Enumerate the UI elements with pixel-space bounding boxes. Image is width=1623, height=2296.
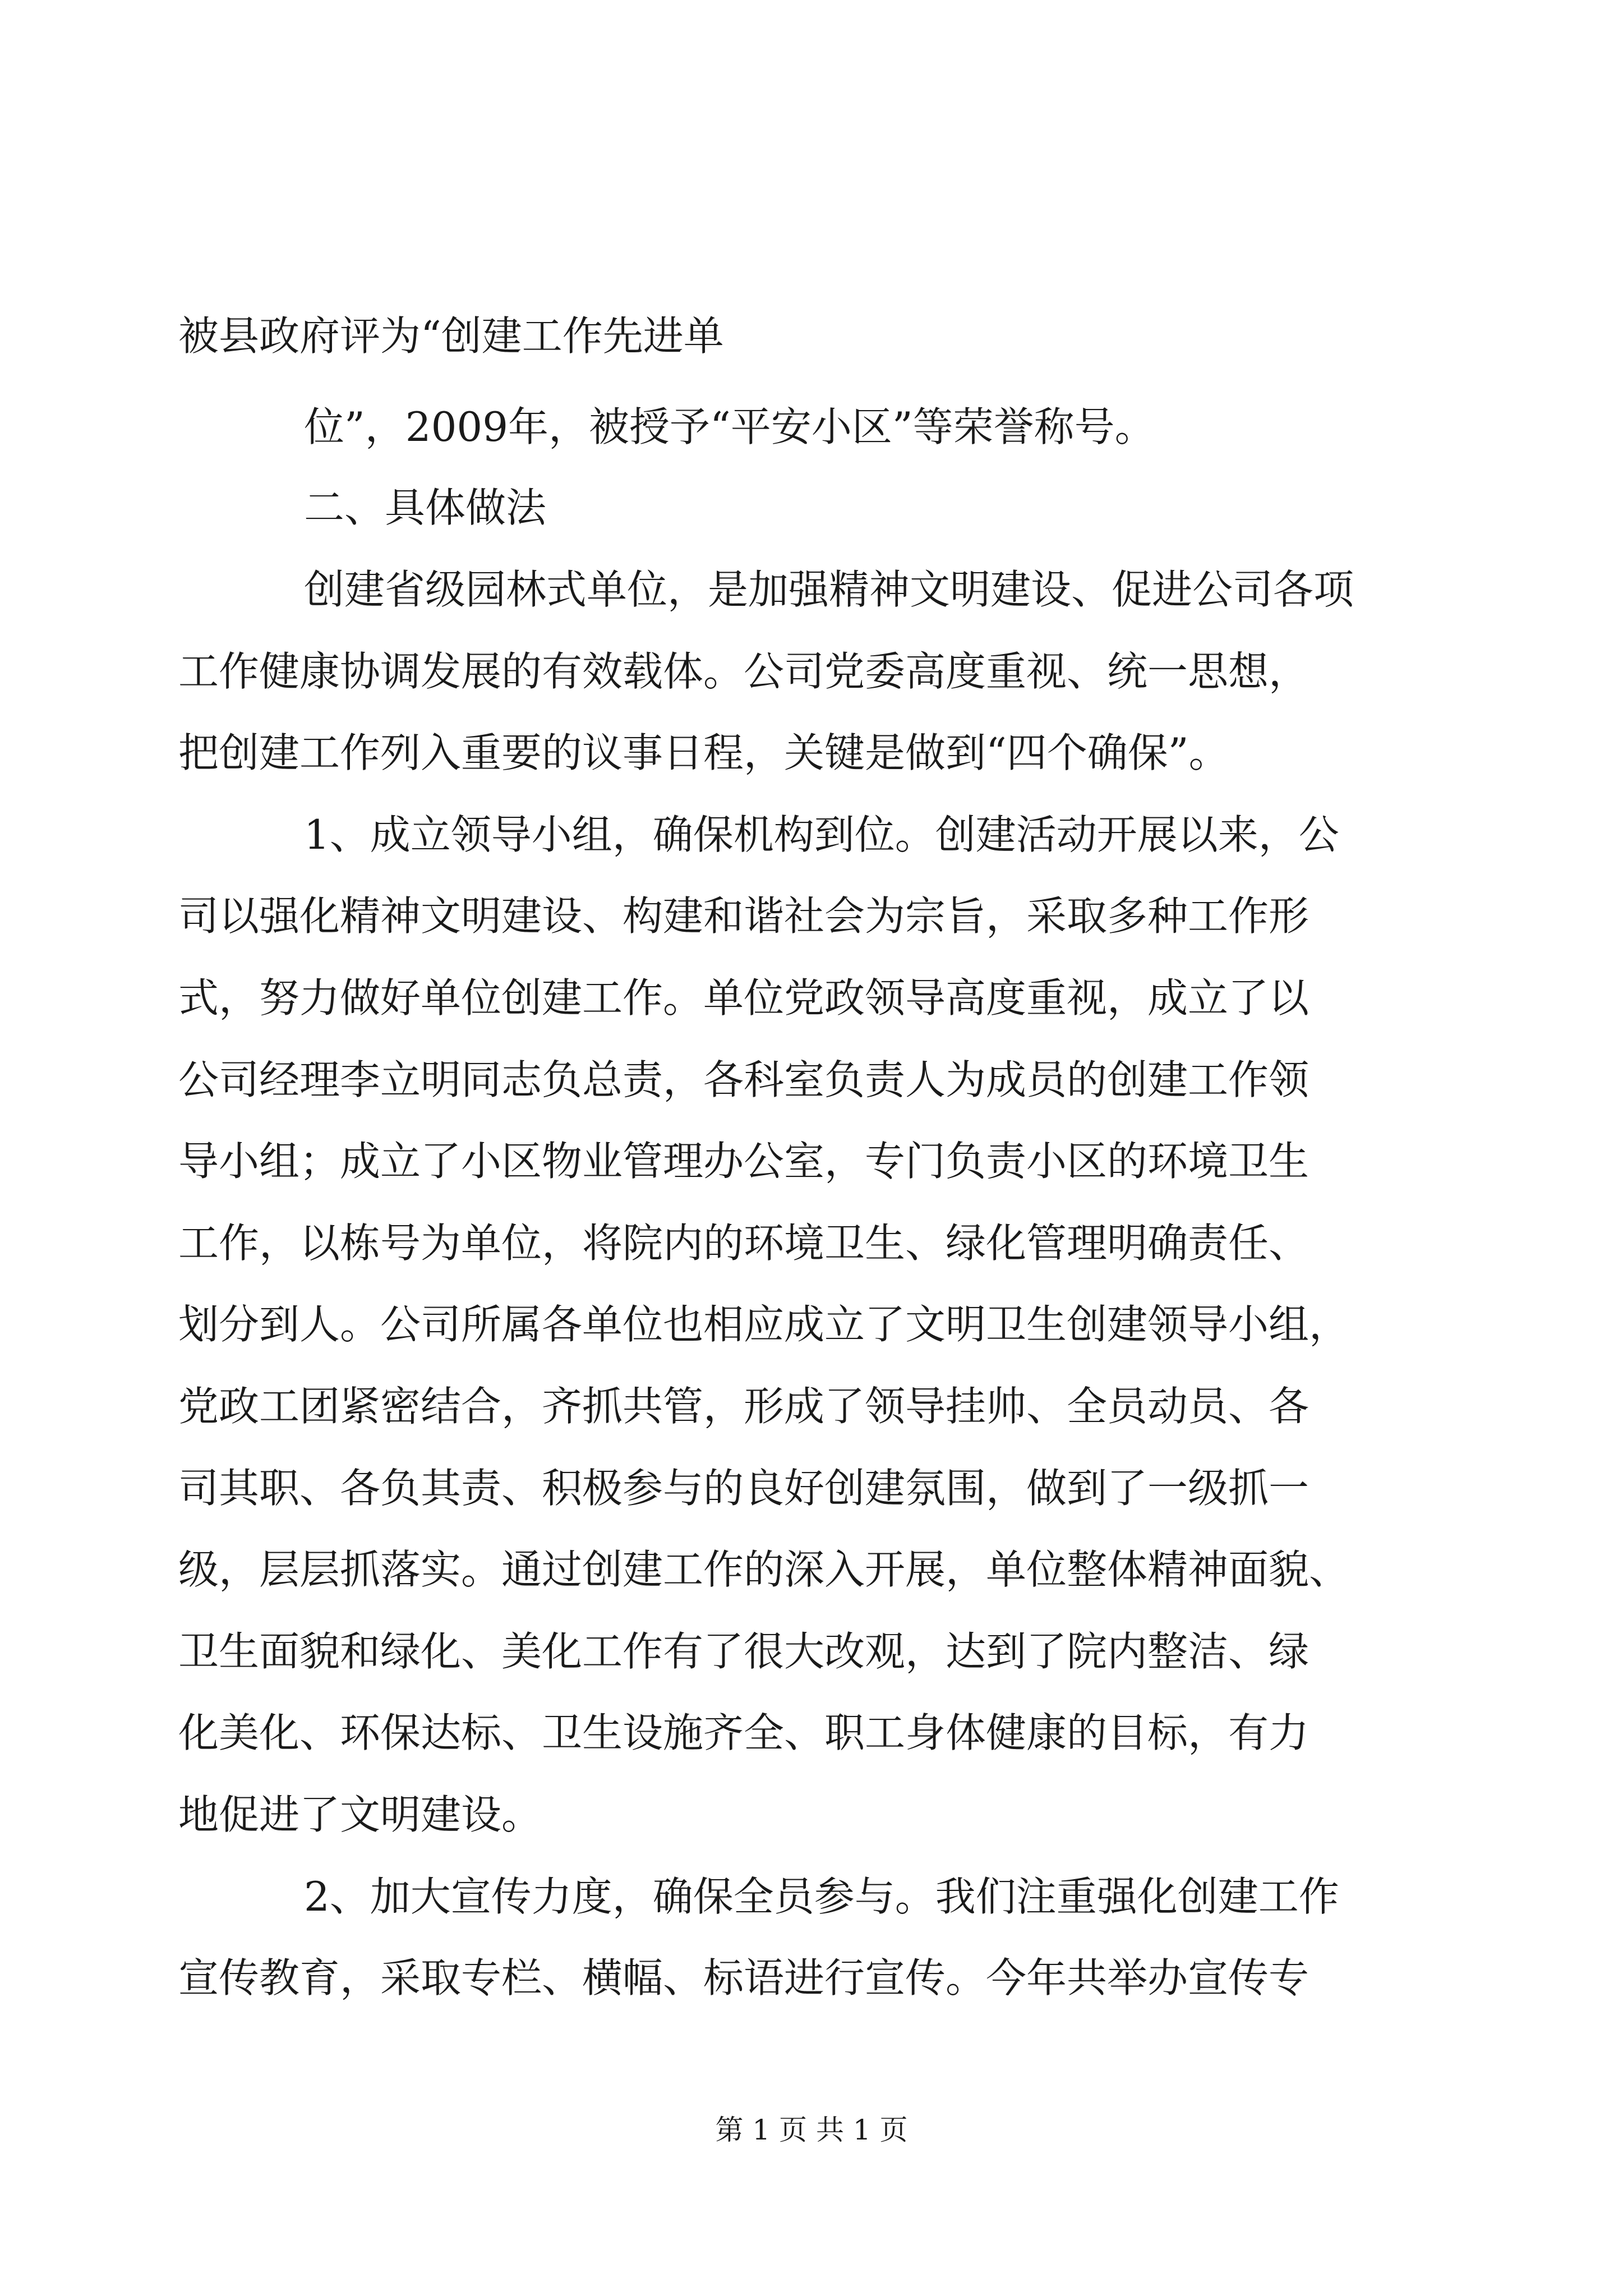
text-line-6: 把创建工作列入重要的议事日程，关键是做到“四个确保”。: [178, 729, 1229, 776]
section-heading: 二、具体做法: [304, 484, 547, 531]
text-line-9: 式，努力做好单位创建工作。单位党政领导高度重视，成立了以: [178, 974, 1310, 1022]
text-line-20: 2、加大宣传力度，确保全员参与。我们注重强化创建工作: [304, 1873, 1339, 1920]
text-line-8: 司以强化精神文明建设、构建和谐社会为宗旨，采取多种工作形: [178, 892, 1310, 940]
text-line-5: 工作健康协调发展的有效载体。公司党委高度重视、统一思想，: [178, 648, 1310, 695]
text-line-18: 化美化、环保达标、卫生设施齐全、职工身体健康的目标，有力: [178, 1709, 1310, 1756]
text-line-21: 宣传教育，采取专栏、横幅、标语进行宣传。今年共举办宣传专: [178, 1954, 1310, 2001]
text-line-11: 导小组；成立了小区物业管理办公室，专门负责小区的环境卫生: [178, 1138, 1310, 1185]
text-line-19: 地促进了文明建设。: [178, 1791, 542, 1838]
text-line-12: 工作，以栋号为单位，将院内的环境卫生、绿化管理明确责任、: [178, 1220, 1310, 1267]
text-line-4: 创建省级园林式单位，是加强精神文明建设、促进公司各项: [304, 566, 1354, 613]
text-line-14: 党政工团紧密结合，齐抓共管，形成了领导挂帅、全员动员、各: [178, 1383, 1310, 1430]
text-line-10: 公司经理李立明同志负总责，各科室负责人为成员的创建工作领: [178, 1056, 1310, 1103]
text-line-1: 被县政府评为“创建工作先进单: [178, 312, 724, 360]
text-line-17: 卫生面貌和绿化、美化工作有了很大改观，达到了院内整洁、绿: [178, 1628, 1310, 1675]
text-line-13: 划分到人。公司所属各单位也相应成立了文明卫生创建领导小组，: [178, 1301, 1350, 1348]
text-line-2: 位”，2009年，被授予“平安小区”等荣誉称号。: [304, 403, 1155, 450]
text-line-15: 司其职、各负其责、积极参与的良好创建氛围，做到了一级抓一: [178, 1465, 1310, 1512]
text-line-7: 1、成立领导小组，确保机构到位。创建活动开展以来，公: [304, 811, 1339, 858]
text-line-16: 级，层层抓落实。通过创建工作的深入开展，单位整体精神面貌、: [178, 1546, 1350, 1593]
page-footer: 第 1 页 共 1 页: [715, 2114, 908, 2146]
